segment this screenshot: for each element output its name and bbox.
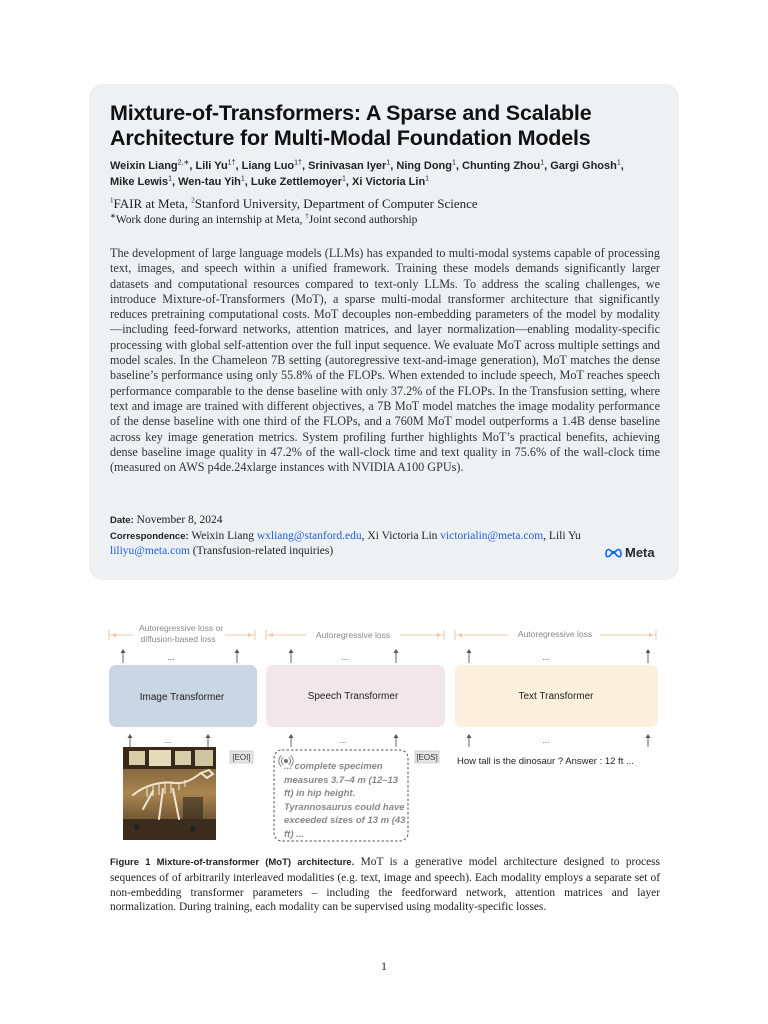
date-line — [110, 513, 660, 528]
text-loss-label: Autoregressive loss — [517, 629, 593, 639]
paper-title: Mixture-of-Transformers: A Sparse and Scalable Architecture for Multi-Modal Foundation Models — [110, 101, 592, 150]
page-number: 1 — [381, 959, 387, 973]
ellipsis: ... — [341, 653, 349, 662]
author-name: Mike Lewis$^1$, — [110, 175, 179, 188]
speech-loss-label: Autoregressive loss — [315, 630, 391, 640]
correspondence-label: Correspondence: — [110, 531, 189, 542]
image-transformer-label: Image Transformer — [139, 692, 225, 703]
author-name: Xi Victoria Lin$^1$ — [352, 175, 430, 188]
author-name: Wen-tau Yih$^1$, — [178, 175, 251, 188]
image-loss-label: diffusion-based loss — [140, 634, 216, 644]
ellipsis: ... — [339, 736, 347, 745]
speech-transcript: ... complete specimen measures 3.7–4 m (12–13 ft) in hip height. Tyrannosaurus could have exceeded sizes of 13 m (43 ft) ... — [284, 761, 406, 840]
author-name: Luke Zettlemoyer$^1$, — [250, 175, 353, 188]
email-link[interactable]: wxliang@stanford.edu — [256, 530, 362, 542]
text-transformer-label: Text Transformer — [518, 691, 594, 702]
eos-token-label: [EOS] — [416, 753, 438, 762]
date-value: November 8, 2024 — [136, 514, 223, 526]
ellipsis: ... — [542, 736, 550, 745]
author-name: Weixin Liang$^{2,∗}$, — [110, 159, 196, 172]
text-token-sequence: How tall is the dinosaur ? Answer : 12 ft ... — [457, 756, 634, 767]
dinosaur-skeleton-image — [123, 747, 216, 840]
meta-logo — [605, 545, 655, 560]
author-name: Liang Luo$^{1\dagger}$, — [241, 159, 309, 172]
ellipsis: ... — [164, 736, 172, 745]
date-label: Date: — [110, 515, 134, 526]
email-link[interactable]: liliyu@meta.com — [110, 545, 190, 557]
affiliations: $^1$FAIR at Meta, $^2$Stanford University, Department of Computer Science — [110, 196, 478, 211]
image-loss-label: Autoregressive loss or — [138, 623, 224, 633]
author-name: Chunting Zhou$^1$, — [462, 159, 551, 172]
author-name: Ning Dong$^1$, — [396, 159, 463, 172]
ellipsis: ... — [542, 653, 550, 662]
author-notes: ∗Work done during an internship at Meta, †Joint second authorship — [110, 212, 418, 226]
meta-logo-text: Meta — [625, 545, 655, 560]
caption-label: Figure 1 Mixture-of-transformer (MoT) architecture. — [110, 857, 355, 868]
correspondence: Correspondence: Weixin Liang wxliang@stanford.edu, Xi Victoria Lin victorialin@meta.com, Lili Yu liliyu@meta.com (Transfusion-related inquiries) — [110, 530, 581, 557]
email-link[interactable]: victorialin@meta.com — [440, 530, 544, 542]
meta-infinity-icon — [605, 548, 622, 558]
figure-caption — [110, 855, 660, 915]
caption-text: MoT is a generative model architecture designed to process sequences of of arbitrarily interleaved modalities (e.g. text, image and speech). Each modality employs a separate set of non-embedding transformer parameters – including the feedforward network, attention matrices and layer normalization. During training, each modality can be supervised using modality-specific losses. — [110, 856, 660, 914]
ellipsis: ... — [167, 653, 175, 662]
speech-transformer-label: Speech Transformer — [307, 691, 399, 702]
author-name: Lili $Yu^{1\dagger}$, — [195, 159, 242, 172]
author-list — [110, 158, 670, 190]
author-name: Srinivasan Iyer$^1$, — [308, 159, 397, 172]
author-name: Gargi Ghosh$^1$, — [550, 159, 624, 172]
abstract: The development of large language models (LLMs) has expanded to multi-modal systems capable of processing text, images, and speech within a unified framework. Training these models demands significantly larger datasets and computational resources compared to text-only LLMs. To address the scaling challenges, we introduce Mixture-of-Transformers (MoT), a sparse multi-modal transformer architecture that significantly reduces pretraining computational costs. MoT decouples non-embedding parameters of the model by modality—including feed-forward networks, attention matrices, and layer normalization—enabling modality-specific processing with global self-attention over the full input sequence. We evaluate MoT across multiple settings and model scales. In the Chameleon 7B setting (autoregressive text-and-image generation), MoT matches the dense baseline’s performance using only 55.8% of the FLOPs. When extended to include speech, MoT reaches speech performance comparable to the dense baseline with only 37.2% of the FLOPs. In the Transfusion setting, where text and image are trained with different objectives, a 7B MoT model matches the image modality performance of the dense baseline with one third of the FLOPs, and a 760M MoT model outperforms a 1.4B dense baseline across key image generation metrics. System profiling further highlights MoT’s practical benefits, achieving dense baseline image quality in 47.2% of the wall-clock time and text quality in 75.6% of the wall-clock time (measured on AWS p4de.24xlarge instances with NVIDIA A100 GPUs). — [110, 246, 660, 475]
eoi-token-label: [EOI] — [232, 753, 251, 762]
